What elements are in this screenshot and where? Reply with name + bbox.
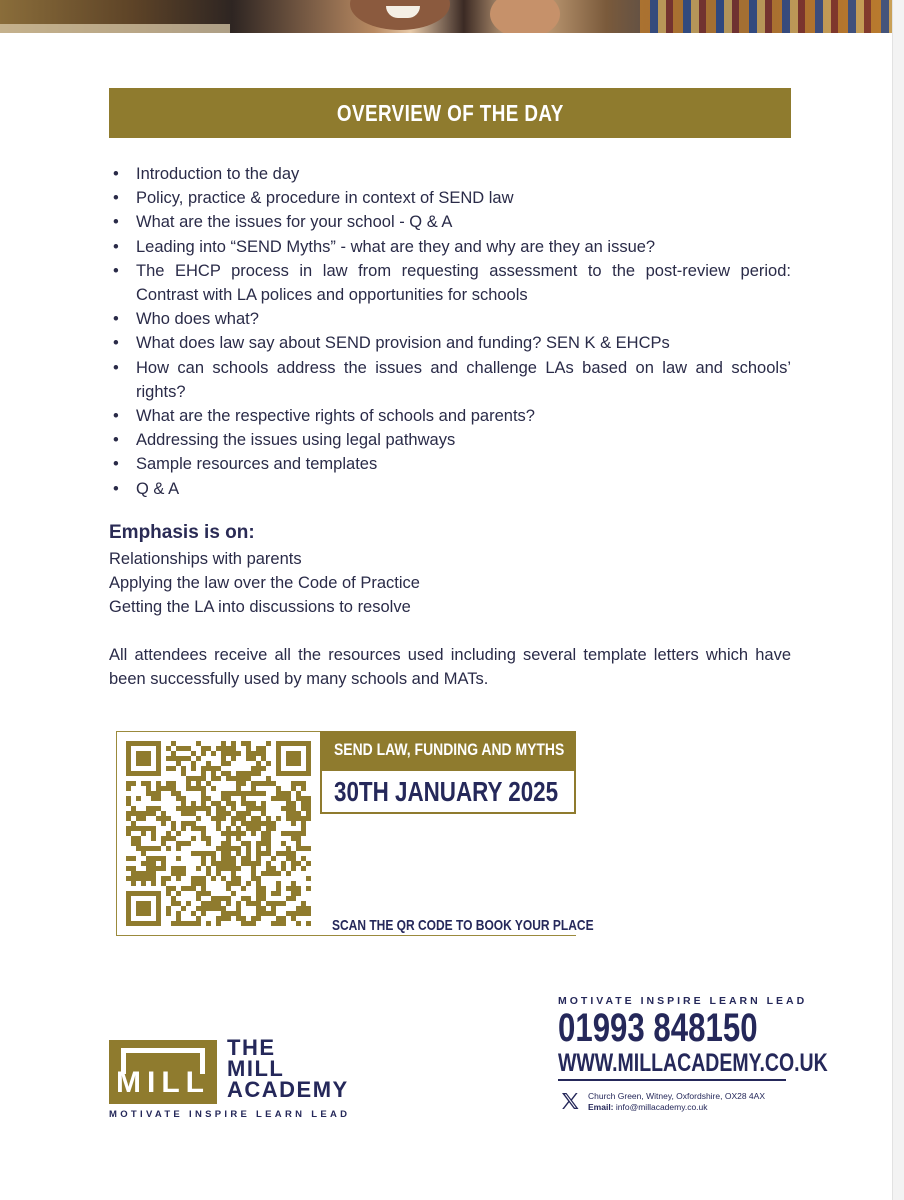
event-date-text: 30TH JANUARY 2025 [334,775,559,807]
agenda-item-text: What does law say about SEND provision and funding? SEN K & EHCPs [136,334,670,353]
agenda-item [109,477,791,501]
bullet-marker: • [113,310,119,329]
agenda-item [109,356,791,404]
emphasis-item: Getting the LA into discussions to resolve [109,598,411,617]
bullet-marker: • [113,261,119,280]
address-row [558,1091,788,1121]
agenda-item-text: Introduction to the day [136,165,300,183]
agenda-item [109,331,791,355]
bullet-marker: • [113,237,119,256]
bullet-marker: • [113,479,119,498]
qr-code-icon[interactable] [125,740,312,926]
scan-prompt [332,917,659,934]
bullet-marker: • [113,165,119,183]
section-banner [109,88,791,138]
x-icon[interactable] [560,1091,580,1111]
agenda-item-text: How can schools address the issues and challenge LAs based on law and schools’ rights? [136,358,791,401]
event-title [320,731,576,769]
postal-address: Church Green, Witney, Oxfordshire, OX28 4AX [588,1091,765,1101]
contact-tagline: MOTIVATE INSPIRE LEARN LEAD [558,995,808,1007]
logo-letters: MILL [116,1066,210,1099]
agenda-item-text: Sample resources and templates [136,455,378,474]
agenda-item [109,162,791,186]
emphasis-item: Applying the law over the Code of Practice [109,574,420,593]
agenda-item-text: What are the respective rights of schools and parents? [136,407,535,426]
agenda-item-text: The EHCP process in law from requesting assessment to the post-review period: Contrast with LA polices and opportunities for schools [136,261,791,305]
event-title-text: SEND LAW, FUNDING AND MYTHS [334,740,565,759]
website-link[interactable] [558,1049,828,1081]
bullet-marker: • [113,189,119,208]
books-shape [640,0,892,33]
agenda-item-text: What are the issues for your school - Q & A [136,213,453,232]
logo-name-line3: ACADEMY [227,1077,349,1102]
email-link[interactable]: info@millacademy.co.uk [615,1102,708,1112]
agenda-item-text: Q & A [136,479,180,498]
agenda-item-text: Leading into “SEND Myths” - what are they and why are they an issue? [136,237,656,256]
agenda-item [109,404,791,428]
agenda-item [109,235,791,259]
banner-title: OVERVIEW OF THE DAY [336,99,564,126]
bookshelf-shape [0,24,230,33]
bullet-marker: • [113,407,119,426]
bullet-marker: • [113,334,119,353]
bullet-marker: • [113,213,119,232]
logo-name [227,1037,349,1100]
agenda-item-text: Policy, practice & procedure in context of SEND law [136,189,514,208]
closing-paragraph: All attendees receive all the resources used including several template letters which have been successfully used by many schools and MATs. [109,646,791,689]
agenda-item [109,452,791,476]
logo-name-line1: THE [227,1035,276,1060]
agenda-list [109,162,791,501]
event-date [320,769,576,814]
agenda-item [109,186,791,210]
logo-tagline: MOTIVATE INSPIRE LEARN LEAD [109,1109,351,1120]
website-text: WWW.MILLACADEMY.CO.UK [558,1049,828,1077]
agenda-item [109,210,791,234]
phone-number-text: 01993 848150 [558,1006,758,1050]
agenda-item-text: Who does what? [136,310,259,329]
address-text [588,1091,765,1113]
scan-prompt-text: SCAN THE QR CODE TO BOOK YOUR PLACE [332,917,594,934]
bullet-marker: • [113,431,119,450]
logo-name-line2: MILL [227,1056,285,1081]
header-photo [0,0,892,33]
agenda-item [109,259,791,307]
email-label: Email: [588,1102,614,1112]
child-shape [490,0,560,33]
emphasis-list [109,547,420,620]
emphasis-heading: Emphasis is on: [109,522,255,543]
agenda-item-text: Addressing the issues using legal pathways [136,431,456,450]
contact-block [558,995,828,1121]
bullet-marker: • [113,358,119,377]
emphasis-item: Relationships with parents [109,550,302,568]
logo-mark [109,1040,217,1104]
agenda-item [109,428,791,452]
bullet-marker: • [113,455,119,474]
phone-number[interactable] [558,1008,788,1048]
agenda-item [109,307,791,331]
